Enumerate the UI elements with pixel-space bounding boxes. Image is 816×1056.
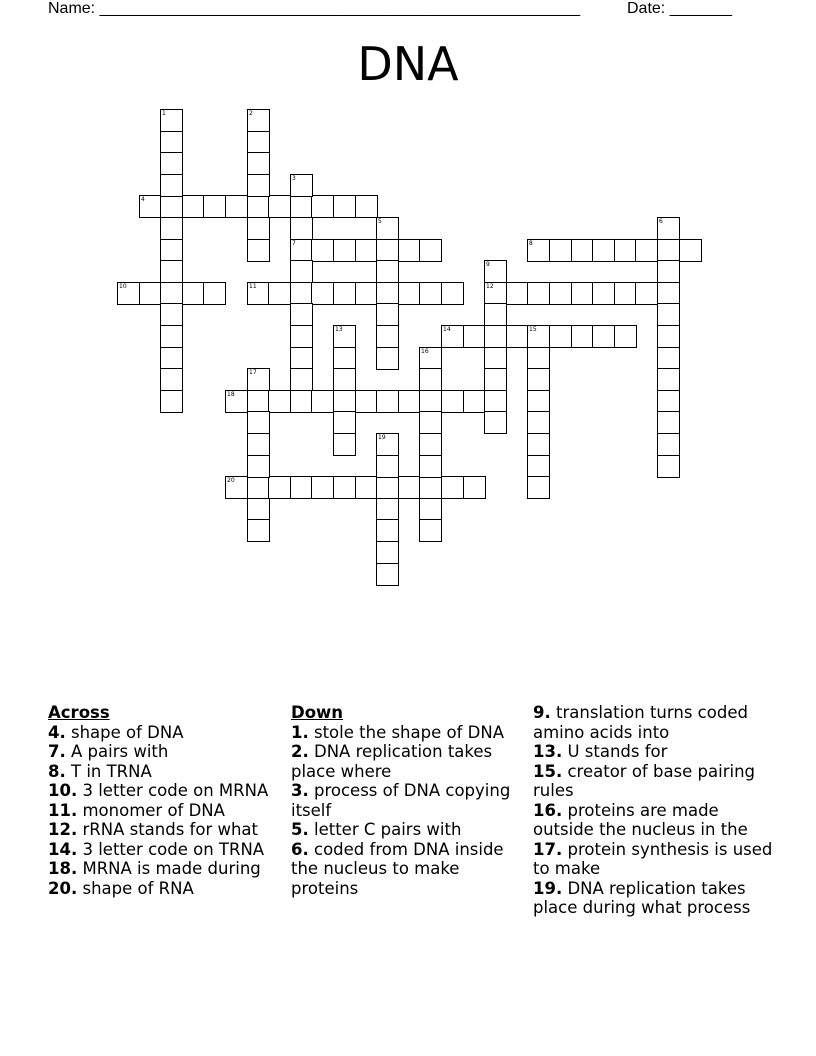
clue-number: 20	[227, 477, 235, 484]
crossword-cell[interactable]	[290, 476, 313, 499]
clue-item-number: 9.	[533, 703, 551, 722]
crossword-cell[interactable]	[398, 476, 421, 499]
crossword-cell[interactable]	[657, 239, 680, 262]
crossword-cell[interactable]	[463, 476, 486, 499]
crossword-cell[interactable]	[484, 260, 507, 283]
crossword-cell[interactable]	[247, 519, 270, 542]
crossword-cell[interactable]	[441, 325, 464, 348]
crossword-cell[interactable]	[484, 368, 507, 391]
clue-item-number: 1.	[291, 722, 309, 742]
crossword-cell[interactable]	[679, 239, 702, 262]
crossword-cell[interactable]	[160, 303, 183, 326]
clue-item-number: 17.	[533, 839, 563, 859]
crossword-cell[interactable]	[441, 390, 464, 413]
crossword-cell[interactable]	[160, 325, 183, 348]
crossword-cell[interactable]	[527, 455, 550, 478]
clue-item	[291, 820, 523, 840]
crossword-cell[interactable]	[268, 282, 291, 305]
crossword-cell[interactable]	[527, 433, 550, 456]
crossword-cell[interactable]	[419, 368, 442, 391]
page-title: DNA	[357, 37, 459, 91]
clue-item	[533, 840, 773, 879]
crossword-cell[interactable]	[160, 131, 183, 154]
crossword-cell[interactable]	[333, 433, 356, 456]
clue-number: 14	[443, 326, 451, 333]
clue-item-number: 2.	[291, 742, 309, 761]
clue-item-text: stole the shape of DNA	[308, 722, 504, 742]
crossword-cell[interactable]	[376, 433, 399, 456]
crossword-cell[interactable]	[160, 390, 183, 413]
crossword-cell[interactable]	[311, 282, 334, 305]
clue-item-text: 3 letter code on TRNA	[77, 839, 265, 859]
crossword-cell[interactable]	[484, 325, 507, 348]
crossword-cell[interactable]	[419, 519, 442, 542]
crossword-cell[interactable]	[506, 325, 529, 348]
crossword-cell[interactable]	[484, 411, 507, 434]
crossword-cell[interactable]	[419, 239, 442, 262]
crossword-cell[interactable]	[376, 390, 399, 413]
clue-item-number: 14.	[48, 839, 78, 859]
crossword-cell[interactable]	[247, 455, 270, 478]
crossword-cell[interactable]	[376, 239, 399, 262]
clue-item-text: DNA replication takes place where	[291, 742, 493, 781]
clue-item	[533, 762, 773, 801]
clue-number: 19	[378, 434, 386, 441]
crossword-cell[interactable]	[549, 239, 572, 262]
clue-item	[48, 840, 280, 860]
down-clues-column	[291, 703, 523, 898]
clue-number: 17	[249, 369, 257, 376]
crossword-cell[interactable]	[268, 195, 291, 218]
crossword-cell[interactable]	[247, 282, 270, 305]
crossword-cell[interactable]	[398, 390, 421, 413]
crossword-cell[interactable]	[657, 411, 680, 434]
clue-number: 15	[529, 326, 537, 333]
clue-item-text: process of DNA copying itself	[291, 781, 511, 820]
crossword-cell[interactable]	[419, 455, 442, 478]
crossword-cell[interactable]	[527, 347, 550, 370]
clue-item-number: 18.	[48, 859, 78, 878]
crossword-cell[interactable]	[247, 239, 270, 262]
crossword-cell[interactable]	[527, 282, 550, 305]
crossword-cell[interactable]	[160, 282, 183, 305]
crossword-cell[interactable]	[203, 282, 226, 305]
crossword-cell[interactable]	[333, 282, 356, 305]
crossword-cell[interactable]	[160, 239, 183, 262]
crossword-cell[interactable]	[398, 282, 421, 305]
crossword-cell[interactable]	[247, 498, 270, 521]
crossword-cell[interactable]	[419, 433, 442, 456]
clue-item-text: monomer of DNA	[77, 800, 225, 820]
crossword-cell[interactable]	[311, 390, 334, 413]
crossword-cell[interactable]	[247, 411, 270, 434]
crossword-cell[interactable]	[376, 217, 399, 240]
crossword-cell[interactable]	[290, 217, 313, 240]
crossword-cell[interactable]	[376, 541, 399, 564]
clue-item-text: MRNA is made during	[77, 859, 261, 878]
clue-item	[48, 723, 280, 743]
crossword-cell[interactable]	[247, 217, 270, 240]
clue-item	[48, 879, 280, 899]
clue-item-text: U stands for	[562, 742, 668, 761]
clue-number: 7	[292, 240, 296, 247]
crossword-cell[interactable]	[549, 282, 572, 305]
crossword-cell[interactable]	[376, 455, 399, 478]
crossword-cell[interactable]	[355, 195, 378, 218]
crossword-cell[interactable]	[247, 174, 270, 197]
crossword-cell[interactable]	[311, 195, 334, 218]
crossword-cell[interactable]	[463, 390, 486, 413]
crossword-cell[interactable]	[203, 195, 226, 218]
crossword-cell[interactable]	[311, 476, 334, 499]
clue-item-text: DNA replication takes place during what process	[533, 878, 751, 917]
crossword-cell[interactable]	[376, 347, 399, 370]
down-heading: Down	[291, 703, 344, 722]
crossword-cell[interactable]	[657, 260, 680, 283]
crossword-cell[interactable]	[290, 195, 313, 218]
crossword-cell[interactable]	[225, 476, 248, 499]
clue-number: 13	[335, 326, 343, 333]
clue-item-number: 19.	[533, 878, 563, 898]
crossword-cell[interactable]	[419, 390, 442, 413]
clue-item-number: 15.	[533, 761, 563, 781]
crossword-cell[interactable]	[527, 411, 550, 434]
crossword-cell[interactable]	[268, 390, 291, 413]
across-heading: Across	[48, 703, 110, 722]
crossword-cell[interactable]	[527, 239, 550, 262]
crossword-cell[interactable]	[117, 282, 140, 305]
clue-item-number: 7.	[48, 742, 66, 761]
crossword-cell[interactable]	[527, 368, 550, 391]
clue-item-text: creator of base pairing rules	[533, 761, 756, 800]
clue-item-text: letter C pairs with	[308, 820, 462, 839]
crossword-cell[interactable]	[290, 260, 313, 283]
clue-item	[48, 742, 280, 762]
crossword-cell[interactable]	[527, 476, 550, 499]
clue-number: 1	[162, 110, 166, 117]
crossword-cell[interactable]	[419, 411, 442, 434]
crossword-cell[interactable]	[484, 347, 507, 370]
crossword-cell[interactable]	[657, 325, 680, 348]
clue-item-number: 11.	[48, 800, 78, 820]
clue-item	[291, 840, 523, 899]
crossword-cell[interactable]	[355, 390, 378, 413]
clue-item	[48, 781, 280, 801]
clue-number: 16	[421, 348, 429, 355]
crossword-cell[interactable]	[419, 476, 442, 499]
clue-item-number: 20.	[48, 878, 78, 898]
crossword-cell[interactable]	[419, 282, 442, 305]
down-clues-continued-column	[533, 703, 773, 918]
crossword-cell[interactable]	[247, 109, 270, 132]
crossword-cell[interactable]	[657, 455, 680, 478]
clue-item-text: rRNA stands for what	[77, 820, 259, 839]
crossword-cell[interactable]	[333, 390, 356, 413]
crossword-cell[interactable]	[571, 239, 594, 262]
crossword-cell[interactable]	[376, 303, 399, 326]
crossword-cell[interactable]	[635, 282, 658, 305]
across-clue-list	[48, 723, 280, 899]
crossword-cell[interactable]	[160, 174, 183, 197]
crossword-cell[interactable]	[376, 519, 399, 542]
crossword-cell[interactable]	[268, 476, 291, 499]
crossword-cell[interactable]	[160, 260, 183, 283]
crossword-cell[interactable]	[527, 390, 550, 413]
crossword-cell[interactable]	[657, 282, 680, 305]
clue-item	[533, 801, 773, 840]
clue-item-number: 12.	[48, 820, 78, 839]
crossword-cell[interactable]	[506, 282, 529, 305]
crossword-cell[interactable]	[290, 325, 313, 348]
clue-item-text: protein synthesis is used to make	[533, 839, 773, 878]
clue-item	[533, 742, 773, 762]
crossword-cell[interactable]	[376, 498, 399, 521]
clue-item-number: 8.	[48, 761, 66, 781]
crossword-cell[interactable]	[290, 303, 313, 326]
clue-number: 8	[529, 240, 533, 247]
crossword-cell[interactable]	[333, 239, 356, 262]
clue-item-text: 3 letter code on MRNA	[77, 781, 269, 800]
down-clue-list	[291, 723, 523, 899]
crossword-cell[interactable]	[247, 390, 270, 413]
crossword-cell[interactable]	[484, 303, 507, 326]
crossword-cell[interactable]	[657, 390, 680, 413]
crossword-cell[interactable]	[290, 239, 313, 262]
clue-item-number: 16.	[533, 800, 563, 820]
crossword-cell[interactable]	[376, 325, 399, 348]
crossword-cell[interactable]	[355, 239, 378, 262]
clue-number: 5	[378, 218, 382, 225]
crossword-cell[interactable]	[592, 239, 615, 262]
clue-item	[291, 742, 523, 781]
crossword-cell[interactable]	[657, 217, 680, 240]
clue-item-number: 13.	[533, 742, 563, 761]
crossword-cell[interactable]	[614, 325, 637, 348]
crossword-cell[interactable]	[635, 239, 658, 262]
crossword-cell[interactable]	[247, 476, 270, 499]
date-field-label: Date: _______	[627, 0, 732, 17]
crossword-cell[interactable]	[333, 368, 356, 391]
clue-item-number: 5.	[291, 820, 309, 839]
crossword-cell[interactable]	[376, 563, 399, 586]
crossword-cell[interactable]	[311, 239, 334, 262]
name-field-label: Name: ______________________________________________________	[48, 0, 581, 17]
crossword-cell[interactable]	[527, 325, 550, 348]
clue-item	[48, 859, 280, 879]
clue-item-number: 6.	[291, 839, 309, 859]
clue-item	[291, 781, 523, 820]
crossword-cell[interactable]	[290, 347, 313, 370]
crossword-cell[interactable]	[333, 347, 356, 370]
crossword-cell[interactable]	[333, 325, 356, 348]
clue-number: 2	[249, 110, 253, 117]
crossword-cell[interactable]	[484, 390, 507, 413]
clue-item-text: shape of RNA	[77, 878, 194, 898]
crossword-cell[interactable]	[247, 368, 270, 391]
crossword-cell[interactable]	[376, 476, 399, 499]
crossword-cell[interactable]	[376, 282, 399, 305]
crossword-cell[interactable]	[290, 282, 313, 305]
crossword-cell[interactable]	[290, 368, 313, 391]
crossword-cell[interactable]	[657, 433, 680, 456]
down-clue-list-continued	[533, 703, 773, 918]
clue-item-text: translation turns coded amino acids into	[533, 703, 748, 742]
crossword-cell[interactable]	[247, 433, 270, 456]
clue-number: 4	[141, 196, 145, 203]
clue-item-text: proteins are made outside the nucleus in the	[533, 800, 748, 839]
crossword-cell[interactable]	[333, 195, 356, 218]
clue-item-text: T in TRNA	[65, 761, 152, 781]
crossword-cell[interactable]	[139, 282, 162, 305]
crossword-cell[interactable]	[333, 476, 356, 499]
crossword-cell[interactable]	[441, 476, 464, 499]
crossword-cell[interactable]	[160, 217, 183, 240]
crossword-cell[interactable]	[290, 174, 313, 197]
crossword-cell[interactable]	[355, 282, 378, 305]
crossword-cell[interactable]	[160, 347, 183, 370]
clue-item-number: 3.	[291, 781, 309, 800]
crossword-cell[interactable]	[484, 282, 507, 305]
crossword-cell[interactable]	[571, 282, 594, 305]
crossword-cell[interactable]	[160, 368, 183, 391]
crossword-cell[interactable]	[419, 347, 442, 370]
clue-item	[533, 879, 773, 918]
crossword-cell[interactable]	[333, 411, 356, 434]
crossword-cell[interactable]	[139, 195, 162, 218]
clue-number: 6	[659, 218, 663, 225]
crossword-cell[interactable]	[614, 239, 637, 262]
crossword-cell[interactable]	[376, 260, 399, 283]
crossword-cell[interactable]	[247, 152, 270, 175]
clue-item	[291, 723, 523, 743]
crossword-cell[interactable]	[225, 390, 248, 413]
crossword-cell[interactable]	[657, 303, 680, 326]
crossword-cell[interactable]	[657, 368, 680, 391]
clue-number: 9	[486, 261, 490, 268]
crossword-cell[interactable]	[290, 390, 313, 413]
clue-item-number: 10.	[48, 781, 78, 800]
clue-number: 12	[486, 283, 494, 290]
clue-number: 11	[249, 283, 257, 290]
clue-item	[48, 762, 280, 782]
crossword-cell[interactable]	[182, 282, 205, 305]
crossword-cell[interactable]	[247, 195, 270, 218]
clue-item-number: 4.	[48, 722, 66, 742]
crossword-cell[interactable]	[571, 325, 594, 348]
crossword-cell[interactable]	[614, 282, 637, 305]
crossword-cell[interactable]	[355, 476, 378, 499]
crossword-cell[interactable]	[160, 152, 183, 175]
clue-item	[533, 703, 773, 742]
clue-number: 18	[227, 391, 235, 398]
clue-item-text: A pairs with	[65, 742, 169, 761]
crossword-cell[interactable]	[160, 195, 183, 218]
clue-number: 10	[119, 283, 127, 290]
across-clues-column	[48, 703, 280, 898]
crossword-cell[interactable]	[592, 282, 615, 305]
clue-item-text: shape of DNA	[65, 722, 184, 742]
crossword-cell[interactable]	[441, 282, 464, 305]
crossword-cell[interactable]	[225, 195, 248, 218]
crossword-cell[interactable]	[182, 195, 205, 218]
crossword-cell[interactable]	[419, 498, 442, 521]
crossword-cell[interactable]	[657, 347, 680, 370]
clue-item	[48, 820, 280, 840]
crossword-cell[interactable]	[247, 131, 270, 154]
crossword-cell[interactable]	[398, 239, 421, 262]
clue-item	[48, 801, 280, 821]
crossword-cell[interactable]	[592, 325, 615, 348]
clue-number: 3	[292, 175, 296, 182]
crossword-cell[interactable]	[463, 325, 486, 348]
clue-item-text: coded from DNA inside the nucleus to make proteins	[291, 839, 504, 898]
crossword-cell[interactable]	[549, 325, 572, 348]
crossword-cell[interactable]	[160, 109, 183, 132]
